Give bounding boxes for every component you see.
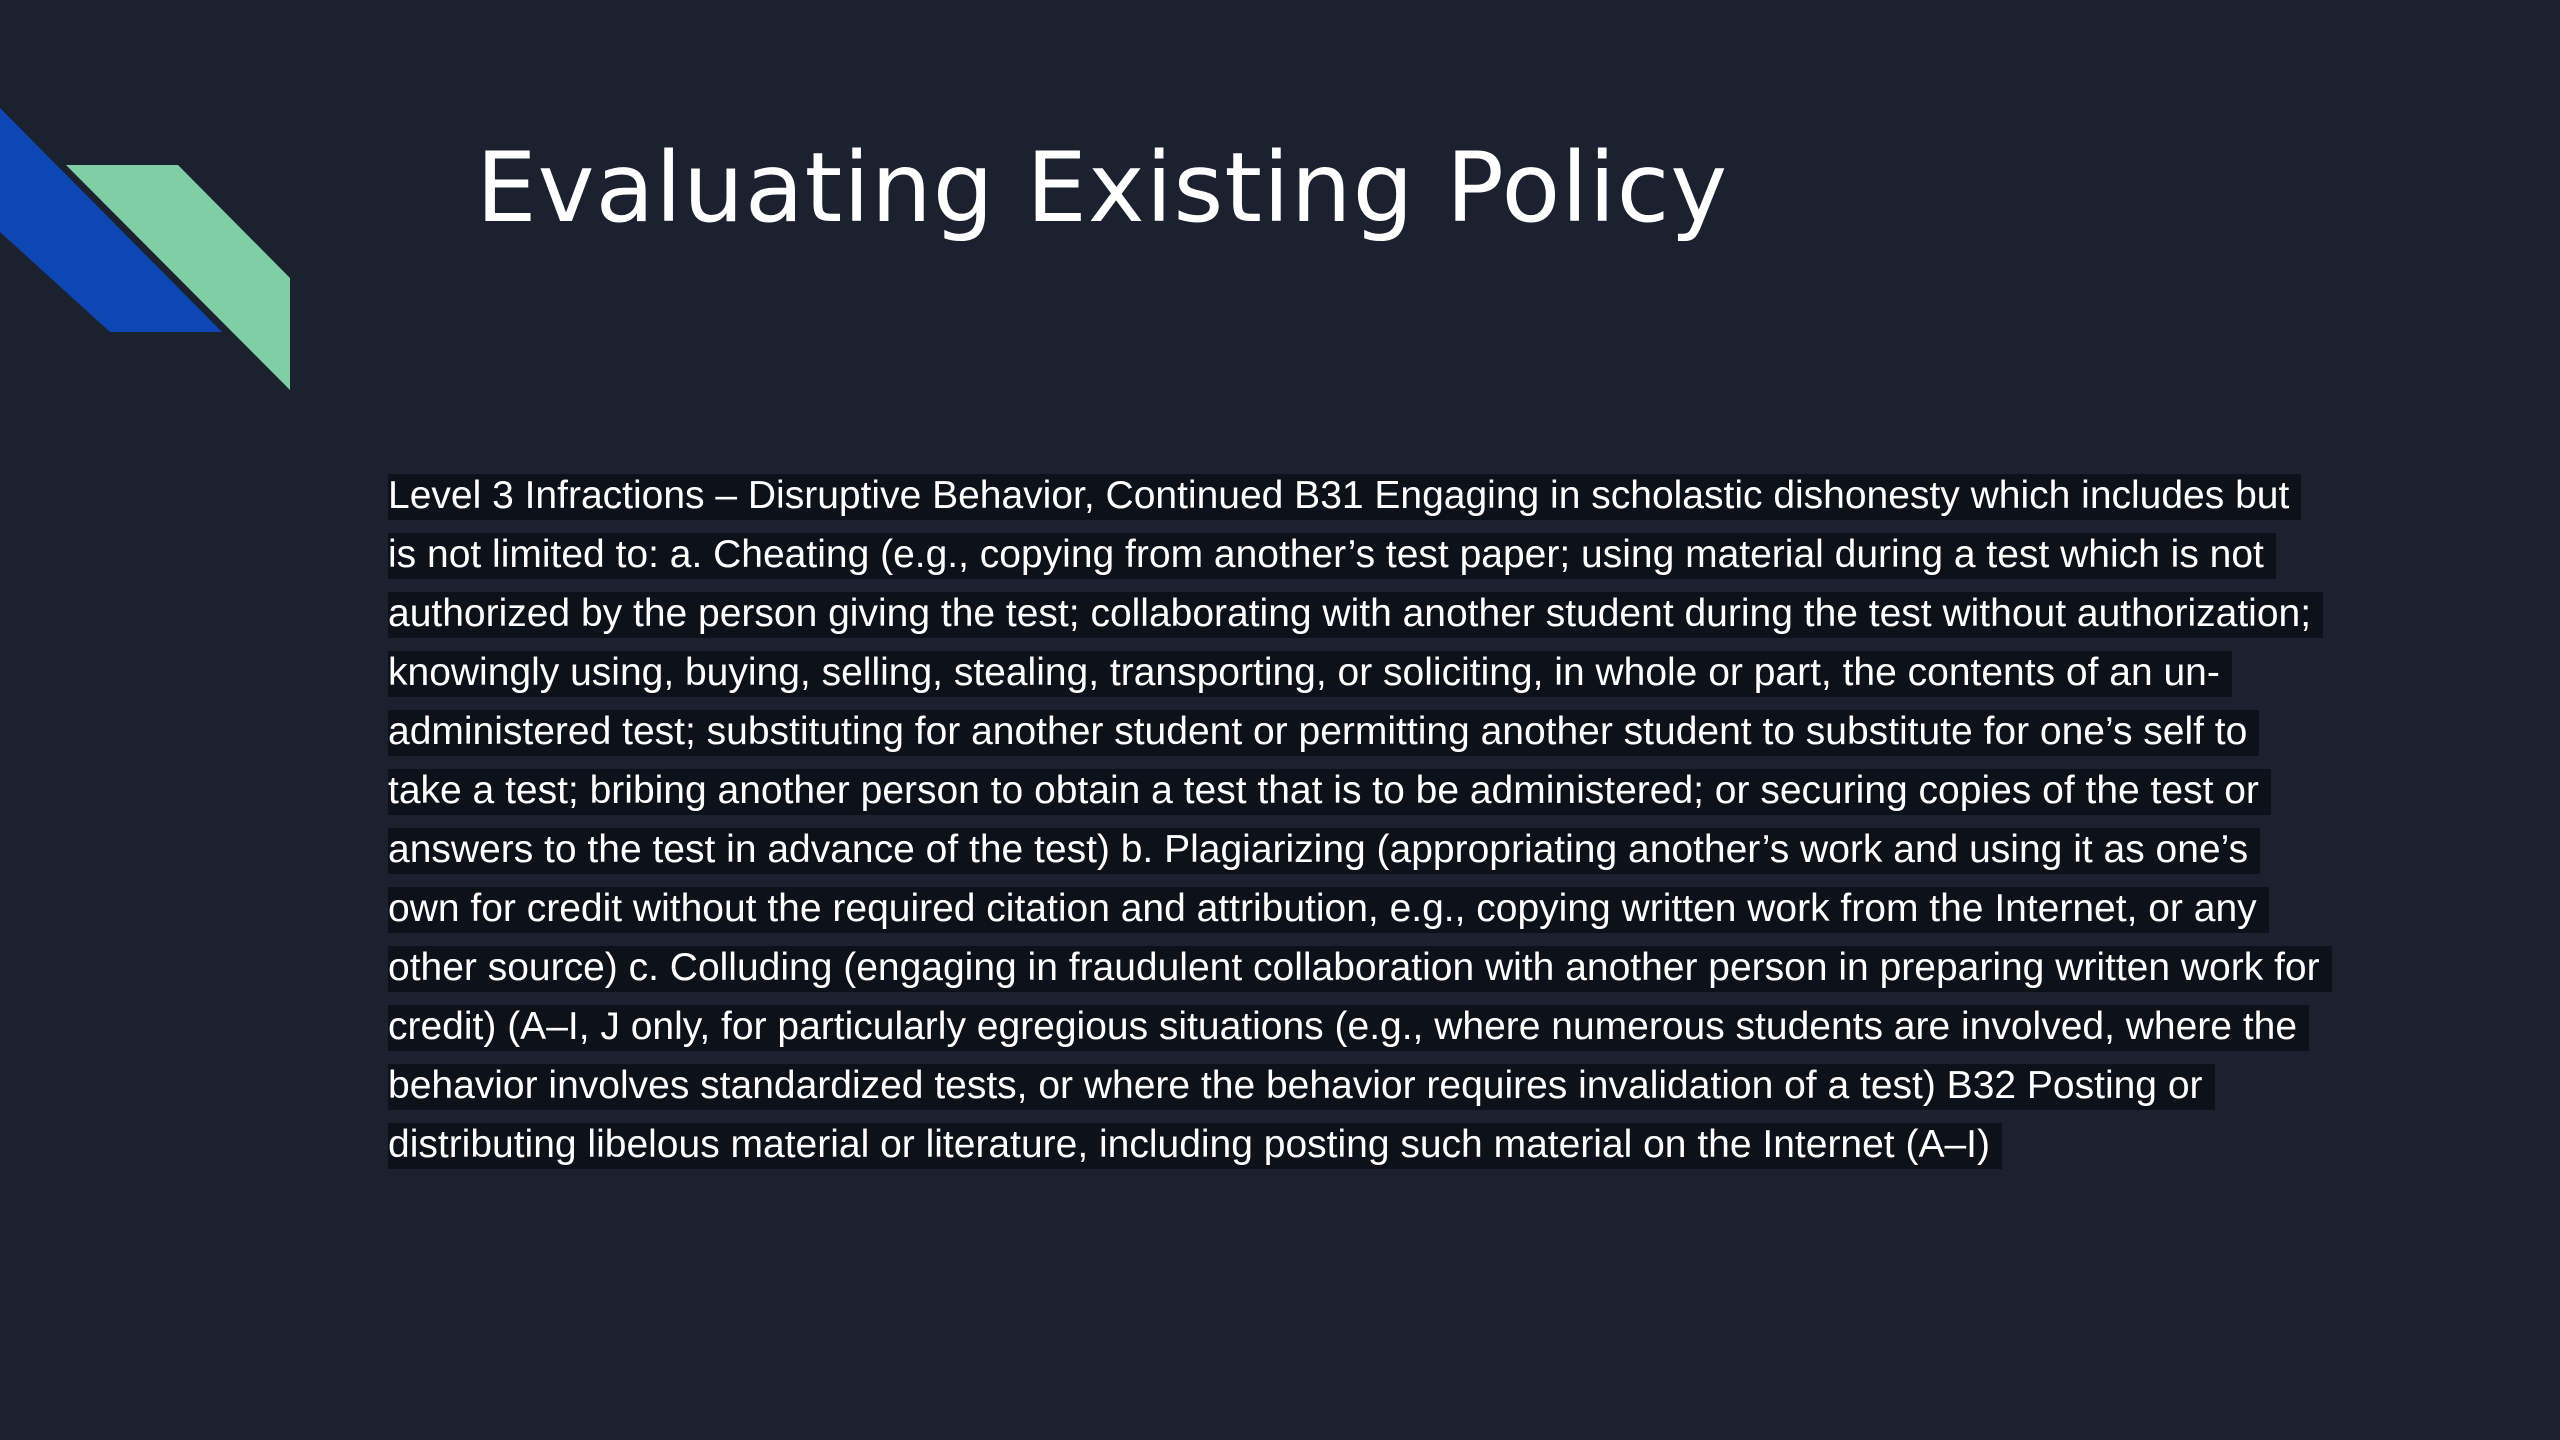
slide-title: Evaluating Existing Policy bbox=[476, 132, 1729, 244]
selected-body-text[interactable]: Level 3 Infractions – Disruptive Behavior, Continued B31 Engaging in scholastic dishonesty which includes but is not limited to: a. Cheating (e.g., copying from another’s test paper; using material during a test which is not authorized by the person giving the test; collaborating with another student during the test without authorization; knowingly using, buying, selling, stealing, transporting, or soliciting, in whole or part, the contents of an un-administered test; substituting for another student or permitting another student to substitute for one’s self to take a test; bribing another person to obtain a test that is to be administered; or securing copies of the test or answers to the test in advance of the test) b. Plagiarizing (appropriating another’s work and using it as one’s own for credit without the required citation and attribution, e.g., copying written work from the Internet, or any other source) c. Colluding (engaging in fraudulent collaboration with another person in preparing written work for credit) (A–I, J only, for particularly egregious situations (e.g., where numerous students are involved, where the behavior involves standardized tests, or where the behavior requires invalidation of a test) B32 Posting or distributing libelous material or literature, including posting such material on the Internet (A–I) bbox=[388, 474, 2332, 1169]
slide-body-text[interactable] bbox=[388, 466, 2328, 1174]
corner-stripe-decoration bbox=[0, 0, 300, 400]
